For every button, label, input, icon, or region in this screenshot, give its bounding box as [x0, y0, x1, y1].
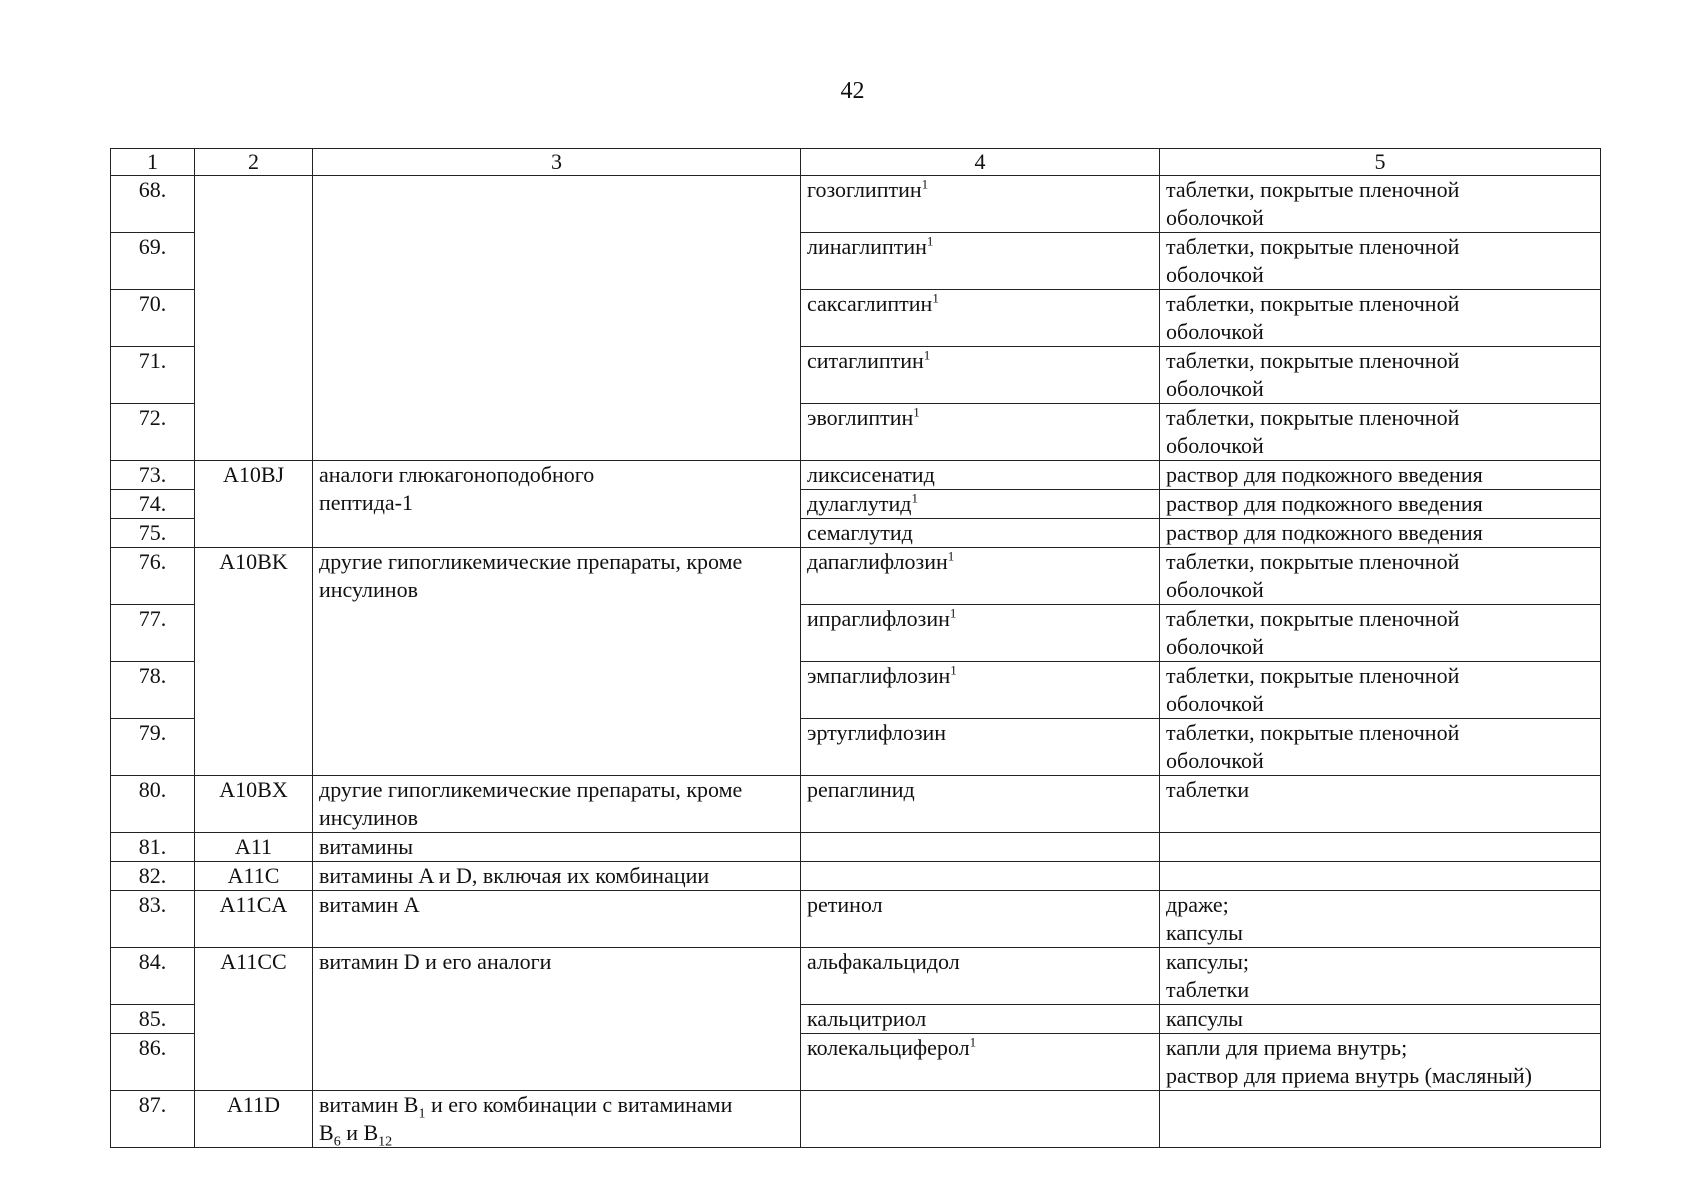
row-number: 80. — [111, 776, 195, 833]
dosage-form: раствор для подкожного введения — [1160, 490, 1601, 519]
row-number: 70. — [111, 290, 195, 347]
row-number: 74. — [111, 490, 195, 519]
drug-name: семаглутид — [801, 519, 1160, 548]
drug-name — [801, 862, 1160, 891]
row-number: 85. — [111, 1005, 195, 1034]
dosage-form: драже; капсулы — [1160, 891, 1601, 948]
row-number: 68. — [111, 176, 195, 233]
row-number: 82. — [111, 862, 195, 891]
drug-name: репаглинид — [801, 776, 1160, 833]
drug-name: кальцитриол — [801, 1005, 1160, 1034]
row-number: 69. — [111, 233, 195, 290]
dosage-form: капсулы; таблетки — [1160, 948, 1601, 1005]
dosage-form: таблетки, покрытые пленочной оболочкой — [1160, 662, 1601, 719]
group-name: витамин A — [313, 891, 801, 948]
row-number: 83. — [111, 891, 195, 948]
drug-name: альфакальцидол — [801, 948, 1160, 1005]
drug-name: дулаглутид$^1$ — [801, 490, 1160, 519]
row-number: 79. — [111, 719, 195, 776]
dosage-form — [1160, 833, 1601, 862]
dosage-form: таблетки, покрытые пленочной оболочкой — [1160, 347, 1601, 404]
dosage-form — [1160, 862, 1601, 891]
dosage-form: таблетки, покрытые пленочной оболочкой — [1160, 290, 1601, 347]
table-row — [111, 1091, 1601, 1148]
atc-code: A11C — [195, 862, 313, 891]
atc-code: A10BX — [195, 776, 313, 833]
drug-name: эвоглиптин$^1$ — [801, 404, 1160, 461]
row-number: 81. — [111, 833, 195, 862]
drug-name — [801, 833, 1160, 862]
table-row — [111, 461, 1601, 490]
drug-name: ретинол — [801, 891, 1160, 948]
table-header-row — [111, 149, 1601, 176]
group-name: витамин D и его аналоги — [313, 948, 801, 1091]
row-number: 86. — [111, 1034, 195, 1091]
dosage-form: раствор для подкожного введения — [1160, 519, 1601, 548]
drug-name: дапаглифлозин$^1$ — [801, 548, 1160, 605]
row-number: 71. — [111, 347, 195, 404]
drug-name: эртуглифлозин — [801, 719, 1160, 776]
drug-name: гозоглиптин$^1$ — [801, 176, 1160, 233]
drug-name: линаглиптин$^1$ — [801, 233, 1160, 290]
group-name-cell — [313, 176, 801, 461]
drug-name — [801, 1091, 1160, 1148]
atc-code: A10BJ — [195, 461, 313, 548]
dosage-form: таблетки, покрытые пленочной оболочкой — [1160, 233, 1601, 290]
drug-name: эмпаглифлозин$^1$ — [801, 662, 1160, 719]
table-row — [111, 176, 1601, 233]
table-row — [111, 548, 1601, 605]
group-name: витамины A и D, включая их комбинации — [313, 862, 801, 891]
group-name: аналоги глюкагоноподобного пептида-1 — [313, 461, 801, 548]
dosage-form: раствор для подкожного введения — [1160, 461, 1601, 490]
group-name: другие гипогликемические препараты, кроме инсулинов — [313, 548, 801, 776]
page-number: 42 — [840, 78, 865, 104]
header-cell: 2 — [195, 149, 313, 176]
group-name: витамин $B_1$ и его комбинации с витаминами $B_6$ и $B_{12}$ — [313, 1091, 801, 1148]
atc-code: A11 — [195, 833, 313, 862]
dosage-form: таблетки, покрытые пленочной оболочкой — [1160, 176, 1601, 233]
dosage-form: капсулы — [1160, 1005, 1601, 1034]
atc-code: A11CC — [195, 948, 313, 1091]
dosage-form: таблетки — [1160, 776, 1601, 833]
drug-name: саксаглиптин$^1$ — [801, 290, 1160, 347]
drug-list-table — [110, 148, 1601, 1148]
group-name: витамины — [313, 833, 801, 862]
row-number: 73. — [111, 461, 195, 490]
header-cell: 4 — [801, 149, 1160, 176]
row-number: 87. — [111, 1091, 195, 1148]
header-cell: 3 — [313, 149, 801, 176]
dosage-form: таблетки, покрытые пленочной оболочкой — [1160, 548, 1601, 605]
row-number: 84. — [111, 948, 195, 1005]
drug-name: колекальциферол$^1$ — [801, 1034, 1160, 1091]
table-row — [111, 776, 1601, 833]
drug-name: ситаглиптин$^1$ — [801, 347, 1160, 404]
dosage-form: капли для приема внутрь; раствор для приема внутрь (масляный) — [1160, 1034, 1601, 1091]
atc-code: A11CA — [195, 891, 313, 948]
drug-name: ликсисенатид — [801, 461, 1160, 490]
table-row — [111, 833, 1601, 862]
row-number: 78. — [111, 662, 195, 719]
dosage-form: таблетки, покрытые пленочной оболочкой — [1160, 605, 1601, 662]
dosage-form: таблетки, покрытые пленочной оболочкой — [1160, 719, 1601, 776]
dosage-form — [1160, 1091, 1601, 1148]
drug-name: ипраглифлозин$^1$ — [801, 605, 1160, 662]
atc-code-cell — [195, 176, 313, 461]
table-row — [111, 891, 1601, 948]
dosage-form: таблетки, покрытые пленочной оболочкой — [1160, 404, 1601, 461]
row-number: 72. — [111, 404, 195, 461]
group-name: другие гипогликемические препараты, кроме инсулинов — [313, 776, 801, 833]
table-row — [111, 862, 1601, 891]
row-number: 75. — [111, 519, 195, 548]
header-cell: 5 — [1160, 149, 1601, 176]
row-number: 76. — [111, 548, 195, 605]
table-row — [111, 948, 1601, 1005]
atc-code: A10BK — [195, 548, 313, 776]
atc-code: A11D — [195, 1091, 313, 1148]
header-cell: 1 — [111, 149, 195, 176]
row-number: 77. — [111, 605, 195, 662]
